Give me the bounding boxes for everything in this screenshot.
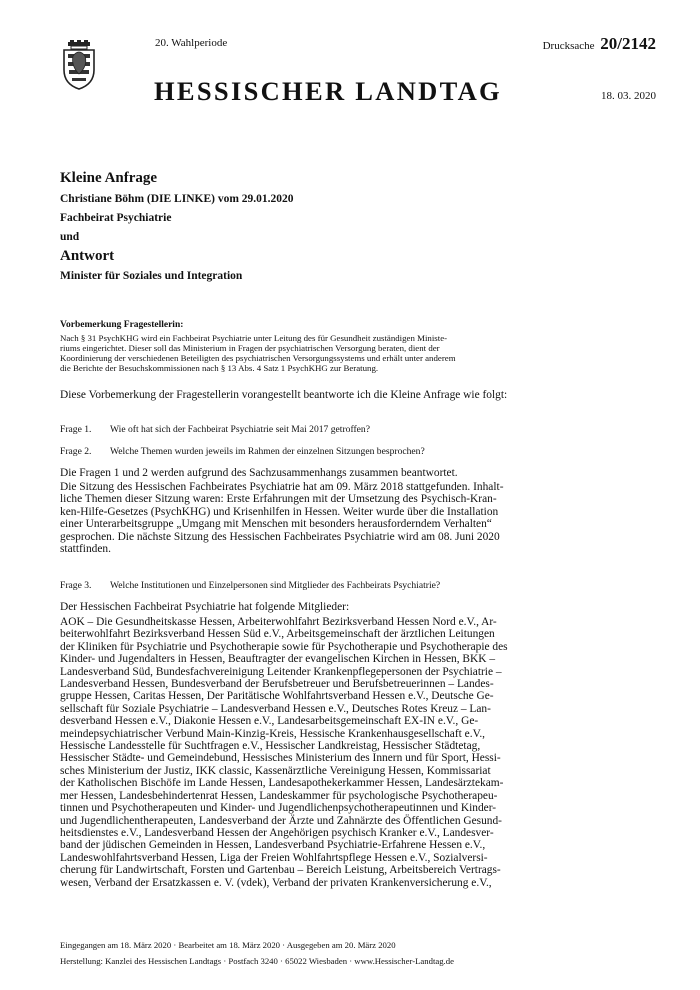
text-line: wesen, Verband der Ersatzkassen e. V. (vdek), Verband der privaten Krankenversicherung e.V., — [60, 876, 492, 889]
frage-text: Welche Institutionen und Einzelpersonen sind Mitglieder des Fachbeirats Psychiatrie? — [110, 580, 441, 591]
anfrage-und: und — [60, 231, 80, 243]
frage-1 — [60, 424, 370, 436]
text-line: heitsdienstes e.V., Landesverband Hessen der Angehörigen psychisch Kranker e.V., Landesver- — [60, 826, 494, 839]
anfrage-heading — [60, 170, 620, 286]
drucksache — [543, 34, 656, 54]
vorbemerkung-text — [60, 333, 620, 373]
text-line: riums eingerichtet. Dieser soll das Ministerium in Fragen der psychiatrischen Versorgung beraten, dient der — [60, 343, 440, 353]
drucksache-label: Drucksache — [542, 40, 595, 52]
footer-imprint: Herstellung: Kanzlei des Hessischen Landtags · Postfach 3240 · 65022 Wiesbaden · www.Hessischer-Landtag.de — [60, 956, 454, 966]
text-line: sellschaft für Soziale Psychiatrie – Landesverband Hessen e.V., Deutsches Rotes Kreuz – Lan- — [60, 702, 491, 715]
antwort-3-intro: Der Hessischen Fachbeirat Psychiatrie hat folgende Mitglieder: — [60, 601, 350, 613]
text-line: einer Unterarbeitsgruppe „Umgang mit Menschen mit besonders herausforderndem Verhalten“ — [60, 518, 492, 531]
antwort-heading: Antwort — [60, 248, 115, 264]
frage-2 — [60, 446, 425, 458]
text-line: Landesverband Süd, Bundesfachvereinigung Leitender Krankenpflegepersonen der Psychiatrie – — [60, 665, 502, 678]
text-line: AOK – Die Gesundheitskasse Hessen, Arbeiterwohlfahrt Bezirksverband Hessen Nord e.V., Ar- — [60, 616, 497, 628]
text-line: Landeswohlfahrtsverband Hessen, Liga der Freien Wohlfahrtspflege Hessen e.V., Sozialversi- — [60, 851, 488, 864]
text-line: Koordinierung der verschiedenen Beteiligten des psychiatrischen Versorgungssystems und erhält unter anderem — [60, 353, 456, 363]
text-line: Kinder- und Jugendalters in Hessen, Beauftragter der evangelischen Kirchen in Hessen, BKK – — [60, 653, 496, 666]
text-line: tinnen und Psychotherapeuten und Kinder- und Jugendlichenpsychotherapeutinnen und Kinder- — [60, 802, 497, 815]
anfrage-author: Christiane Böhm (DIE LINKE) vom 29.01.2020 — [60, 193, 294, 205]
frage-text: Wie oft hat sich der Fachbeirat Psychiatrie seit Mai 2017 getroffen? — [110, 424, 370, 435]
document-date: 18. 03. 2020 — [601, 90, 656, 102]
text-line: Hessische Landesstelle für Suchtfragen e.V., Hessischer Landkreistag, Hessischer Städtetag, — [60, 740, 481, 753]
text-line: band der jüdischen Gemeinden in Hessen, Landesverband Psychiatrie-Erfahrene Hessen e.V., — [60, 839, 486, 852]
text-line: gesprochen. Die nächste Sitzung des Hessischen Fachbeirates Psychiatrie wird am 08. Juni 2020 — [60, 530, 500, 543]
text-line: Die Sitzung des Hessischen Fachbeirates Psychiatrie hat am 09. März 2018 stattgefunden. Inhalt- — [60, 481, 504, 493]
text-line: stattfinden. — [60, 543, 111, 556]
text-line: gruppe Hessen, Caritas Hessen, Der Paritätische Wohlfahrtsverband Hessen e.V., Deutsche Ge- — [60, 690, 494, 703]
text-line: die Berichte der Besuchskommissionen nach § 13 Abs. 4 Satz 1 PsychKHG zur Beratung. — [60, 363, 379, 373]
antwort-3-members — [60, 616, 640, 889]
text-line: liche Themen dieser Sitzung waren: Erste Erfahrungen mit der Umsetzung des Psychisch-Kran- — [60, 493, 497, 506]
frage-text: Welche Themen wurden jeweils im Rahmen der einzelnen Sitzungen besprochen? — [110, 446, 425, 457]
text-line: ken-Hilfe-Gesetzes (PsychKHG) und Krisenhilfen in Hessen. Weiter wurde über die Installation — [60, 505, 499, 518]
text-line: und Jugendlichentherapeuten, Landesverband der Ärzte und Zahnärzte des Öffentlichen Gesund- — [60, 814, 502, 827]
document-title: HESSISCHER LANDTAG — [154, 76, 502, 106]
text-line: desverband Hessen e.V., Diakonie Hessen e.V., Landesarbeitsgemeinschaft EX-IN e.V., Ge- — [60, 715, 479, 728]
text-line: cherung für Landwirtschaft, Forsten und Gartenbau – Bereich Leistung, Arbeitsbereich Vertrags- — [60, 864, 501, 877]
drucksache-number: 20/2142 — [600, 34, 656, 53]
text-line: der Katholischen Bischöfe im Lande Hessen, Landesapothekerkammer Hessen, Landesärztekam- — [60, 777, 504, 790]
antwort-12-text — [60, 481, 640, 555]
text-line: meindepsychiatrischer Verbund Main-Kinzig-Kreis, Hessische Krankenhausgesellschaft e.V., — [60, 727, 486, 740]
hessen-coat-of-arms-icon — [62, 40, 96, 90]
vorbemerkung-intro: Diese Vorbemerkung der Fragestellerin vorangestellt beantworte ich die Kleine Anfrage wie folgt: — [60, 389, 508, 401]
text-line: mer Hessen, Landesbehindertenrat Hessen, Landeskammer für psychologische Psychotherapeu- — [60, 789, 498, 802]
wahlperiode: 20. Wahlperiode — [155, 37, 228, 49]
text-line: Nach § 31 PsychKHG wird ein Fachbeirat Psychiatrie unter Leitung des für Gesundheit zuständigen Ministe- — [60, 333, 448, 343]
text-line: beiterwohlfahrt Bezirksverband Hessen Süd e.V., Arbeitsgemeinschaft der ärztlichen Leitungen — [60, 628, 495, 641]
antwort-12-intro: Die Fragen 1 und 2 werden aufgrund des Sachzusammenhangs zusammen beantwortet. — [60, 467, 458, 479]
frage-number: Frage 1. — [60, 424, 92, 435]
minister: Minister für Soziales und Integration — [60, 270, 243, 282]
vorbemerkung-heading: Vorbemerkung Fragestellerin: — [60, 320, 184, 330]
text-line: Hessischer Städte- und Gemeindebund, Hessisches Ministerium des Innern und für Sport, Hessi- — [60, 752, 501, 765]
anfrage-kind: Kleine Anfrage — [60, 170, 158, 186]
frage-number: Frage 3. — [60, 580, 92, 591]
text-line: sches Ministerium der Justiz, IKK classic, Kassenärztliche Vereinigung Hessen, Kommissariat — [60, 764, 491, 777]
text-line: der Kliniken für Psychiatrie und Psychotherapie sowie für Psychotherapie und Psychotherapie des — [60, 640, 508, 653]
anfrage-subject: Fachbeirat Psychiatrie — [60, 212, 172, 224]
footer-dates: Eingegangen am 18. März 2020 · Bearbeitet am 18. März 2020 · Ausgegeben am 20. März 2020 — [60, 940, 396, 950]
text-line: Landesverband Hessen, Bundesverband der Berufsbetreuer und Berufsbetreuerinnen – Landes- — [60, 678, 494, 691]
frage-3 — [60, 580, 440, 592]
frage-number: Frage 2. — [60, 446, 92, 457]
